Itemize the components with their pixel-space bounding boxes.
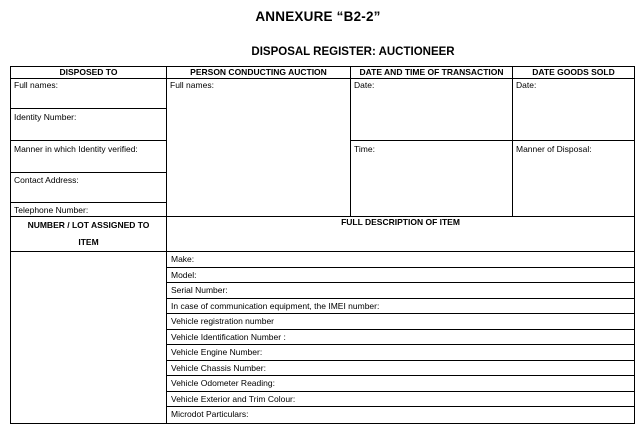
detail-row	[11, 79, 635, 217]
col-header-person-conducting-auction: PERSON CONDUCTING AUCTION	[167, 67, 351, 79]
transaction-date-label: Date:	[354, 80, 375, 90]
register-title: DISPOSAL REGISTER: AUCTIONEER	[251, 46, 455, 58]
vehicle-engine-field[interactable]: Vehicle Engine Number:	[167, 345, 635, 361]
microdot-particulars-field[interactable]: Microdot Particulars:	[167, 407, 635, 424]
manner-verified-label: Manner in which Identity verified:	[14, 144, 138, 154]
number-lot-header	[11, 217, 167, 252]
item-header-row	[11, 217, 635, 252]
person-conducting-cell[interactable]	[167, 79, 351, 217]
transaction-time-label: Time:	[354, 144, 375, 154]
vehicle-chassis-field[interactable]: Vehicle Chassis Number:	[167, 360, 635, 376]
full-names-label: Full names:	[14, 80, 58, 90]
person-full-names-label: Full names:	[170, 80, 214, 90]
imei-number-field[interactable]: In case of communication equipment, the IMEI number:	[167, 298, 635, 314]
sold-date-label: Date:	[516, 80, 537, 90]
disposed-to-cell[interactable]	[11, 79, 167, 217]
identity-number-label: Identity Number:	[14, 112, 77, 122]
number-lot-header-line2: ITEM	[78, 237, 99, 247]
serial-number-field[interactable]: Serial Number:	[167, 283, 635, 299]
manner-of-disposal-label: Manner of Disposal:	[516, 144, 592, 154]
contact-address-label: Contact Address:	[14, 175, 79, 185]
number-lot-header-line1: NUMBER / LOT ASSIGNED TO	[27, 220, 150, 230]
vehicle-odometer-field[interactable]: Vehicle Odometer Reading:	[167, 376, 635, 392]
col-header-disposed-to: DISPOSED TO	[11, 67, 167, 79]
date-time-cell[interactable]	[351, 79, 513, 217]
vehicle-registration-field[interactable]: Vehicle registration number	[167, 314, 635, 330]
description-row	[11, 252, 635, 268]
number-lot-cell[interactable]	[11, 252, 167, 424]
vehicle-identification-field[interactable]: Vehicle Identification Number :	[167, 329, 635, 345]
disposal-register-table	[10, 66, 635, 424]
vehicle-colour-field[interactable]: Vehicle Exterior and Trim Colour:	[167, 391, 635, 407]
make-field[interactable]: Make:	[167, 252, 635, 268]
header-row	[11, 67, 635, 79]
telephone-number-label: Telephone Number:	[14, 205, 89, 215]
col-header-date-time-transaction: DATE AND TIME OF TRANSACTION	[351, 67, 513, 79]
full-description-header: FULL DESCRIPTION OF ITEM	[167, 217, 635, 252]
date-goods-sold-cell[interactable]	[513, 79, 635, 217]
col-header-date-goods-sold: DATE GOODS SOLD	[513, 67, 635, 79]
page-title: ANNEXURE “B2-2”	[255, 9, 381, 24]
model-field[interactable]: Model:	[167, 267, 635, 283]
